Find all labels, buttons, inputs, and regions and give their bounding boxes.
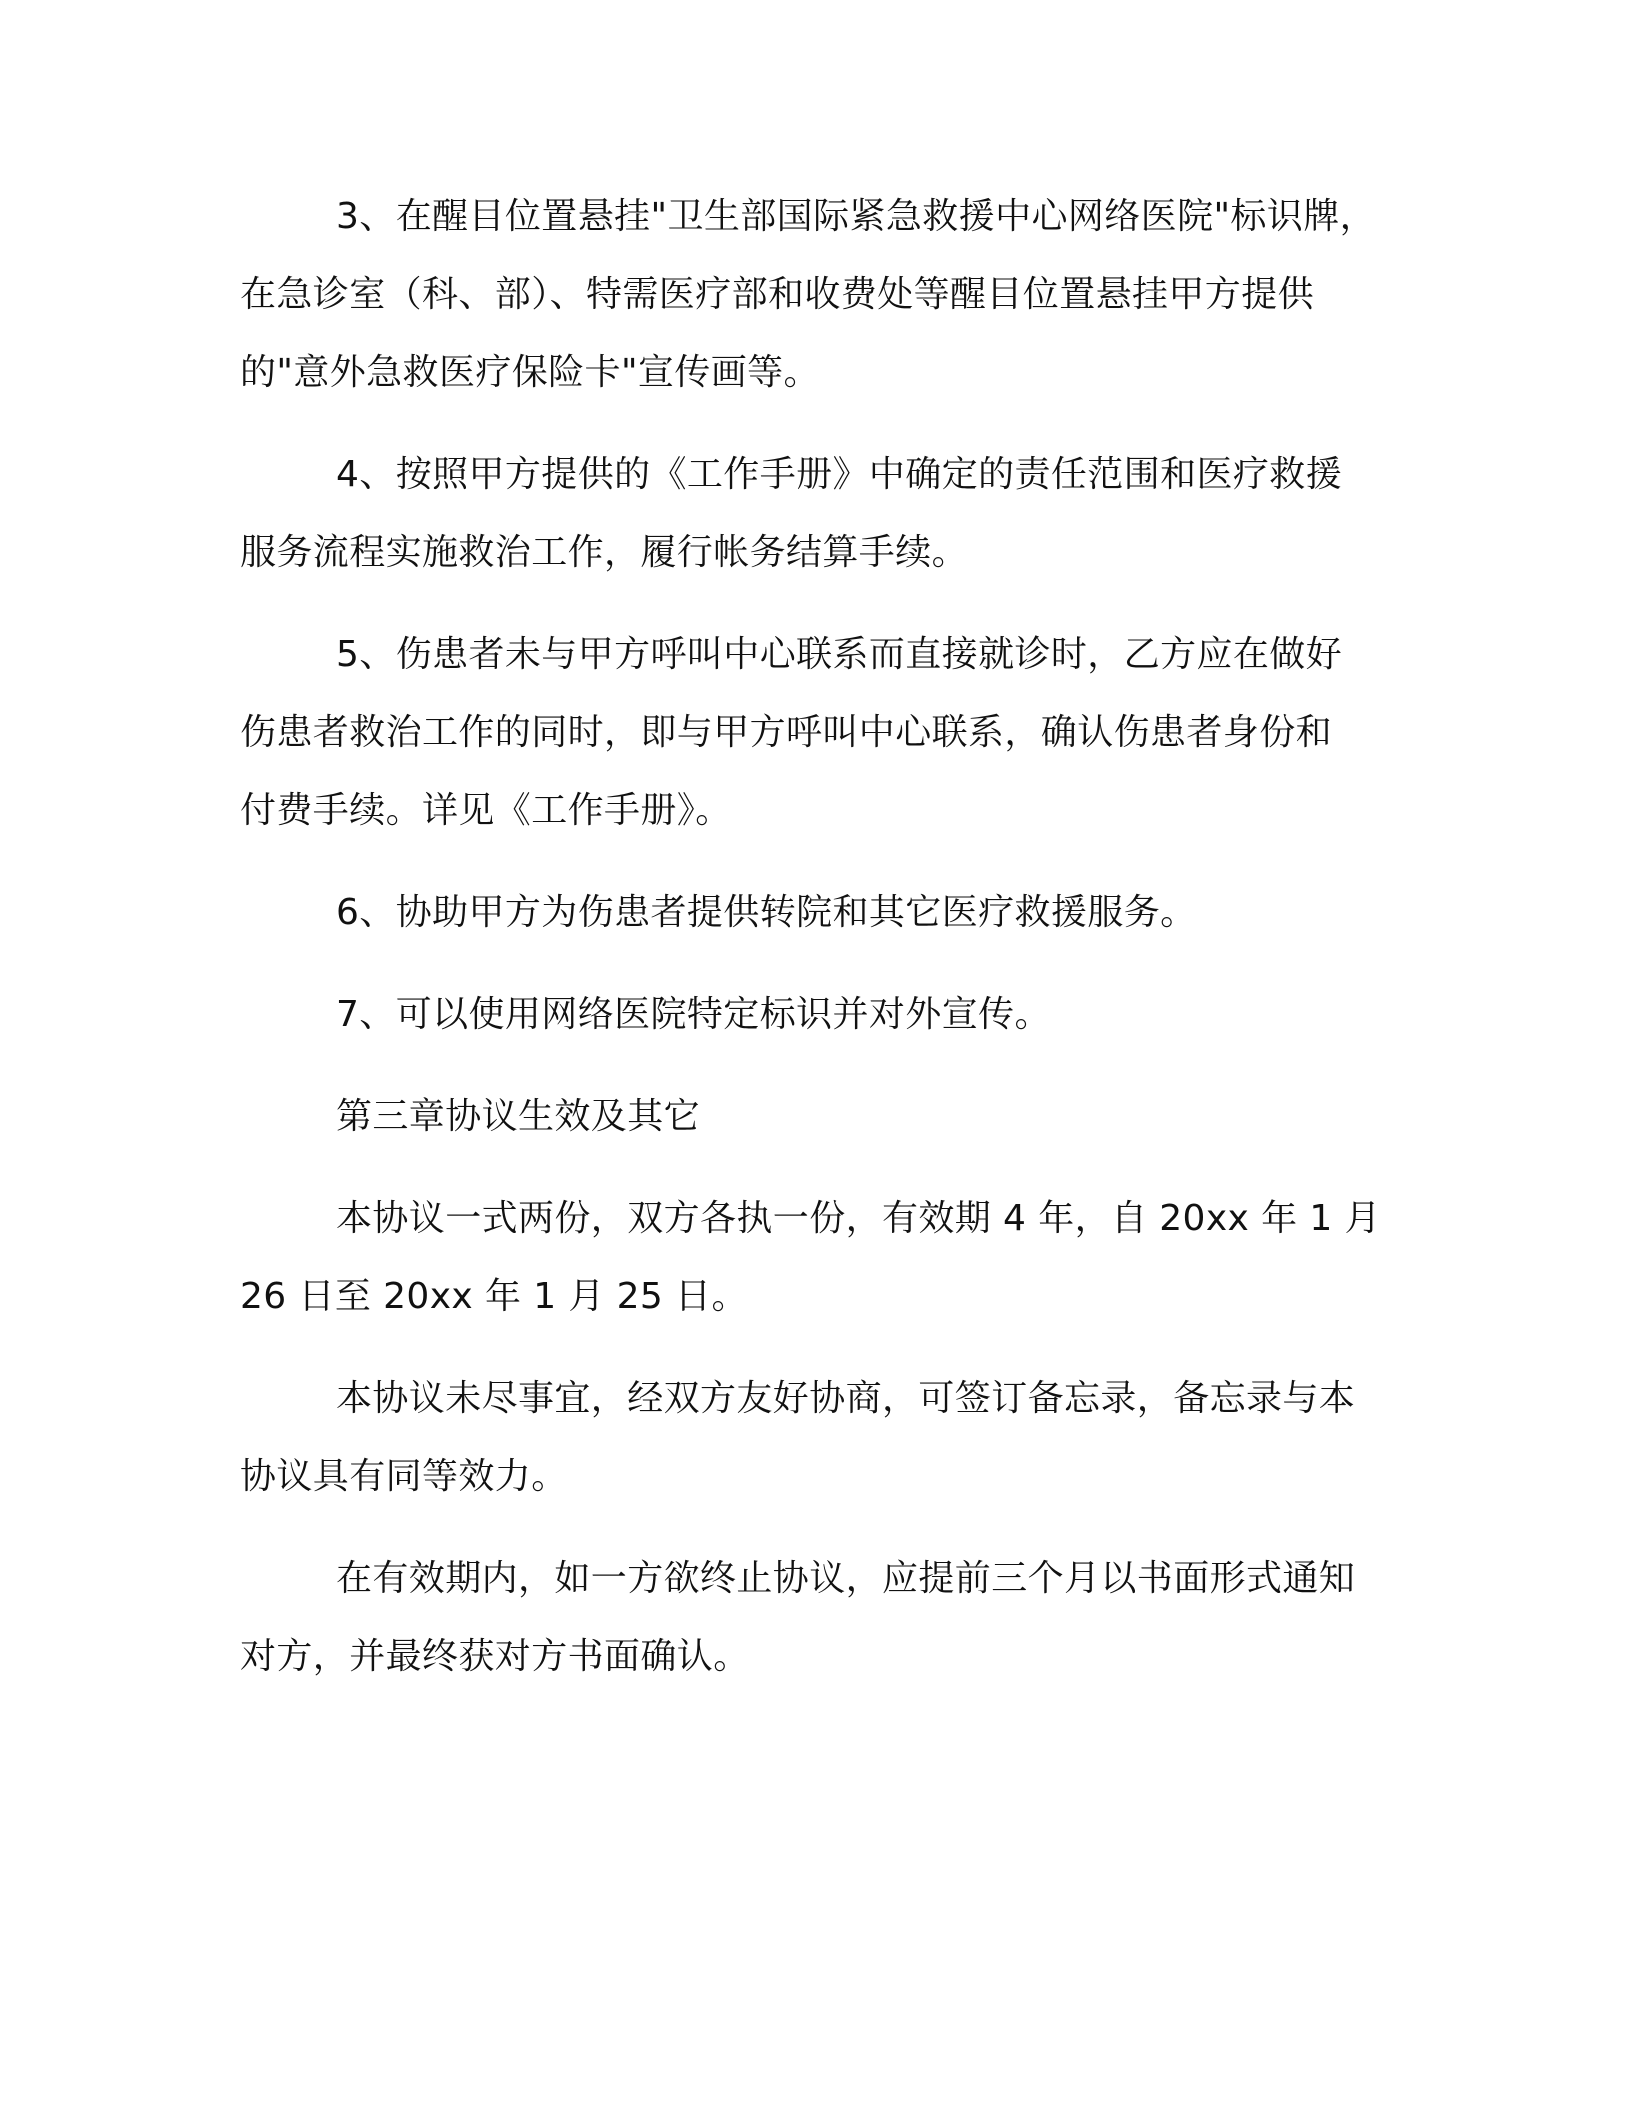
paragraph-line: 伤患者救治工作的同时，即与甲方呼叫中心联系，确认伤患者身份和: [240, 712, 1333, 753]
paragraph-termination: [240, 1540, 1380, 1696]
paragraph-line: 在急诊室（科、部）、特需医疗部和收费处等醒目位置悬挂甲方提供: [240, 274, 1315, 315]
chapter-heading: [240, 1078, 1380, 1156]
paragraph-line: 在有效期内，如一方欲终止协议，应提前三个月以书面形式通知: [336, 1558, 1356, 1599]
paragraph-item-4: [240, 436, 1380, 592]
paragraph-line: 26 日至 20xx 年 1 月 25 日。: [240, 1276, 748, 1317]
document-body: [240, 178, 1380, 1720]
paragraph-line: 付费手续。详见《工作手册》。: [240, 790, 732, 831]
paragraph-line: 的"意外急救医疗保险卡"宣传画等。: [240, 352, 820, 393]
paragraph-line: 6、协助甲方为伤患者提供转院和其它医疗救援服务。: [336, 892, 1197, 933]
paragraph-line: 3、在醒目位置悬挂"卫生部国际紧急救援中心网络医院"标识牌，: [336, 196, 1377, 237]
paragraph-line: 4、按照甲方提供的《工作手册》中确定的责任范围和医疗救援: [336, 454, 1343, 495]
paragraph-item-3: [240, 178, 1380, 412]
heading-line: 第三章协议生效及其它: [336, 1096, 701, 1137]
paragraph-line: 7、可以使用网络医院特定标识并对外宣传。: [336, 994, 1051, 1035]
paragraph-line: 本协议未尽事宜，经双方友好协商，可签订备忘录，备忘录与本: [336, 1378, 1356, 1419]
paragraph-line: 协议具有同等效力。: [240, 1456, 568, 1497]
paragraph-line: 服务流程实施救治工作，履行帐务结算手续。: [240, 532, 969, 573]
paragraph-item-6: [240, 874, 1380, 952]
paragraph-line: 5、伤患者未与甲方呼叫中心联系而直接就诊时，乙方应在做好: [336, 634, 1343, 675]
paragraph-line: 本协议一式两份，双方各执一份，有效期 4 年，自 20xx 年 1 月: [336, 1198, 1381, 1239]
paragraph-item-5: [240, 616, 1380, 850]
paragraph-line: 对方，并最终获对方书面确认。: [240, 1636, 750, 1677]
paragraph-memorandum: [240, 1360, 1380, 1516]
paragraph-item-7: [240, 976, 1380, 1054]
paragraph-validity: [240, 1180, 1380, 1336]
